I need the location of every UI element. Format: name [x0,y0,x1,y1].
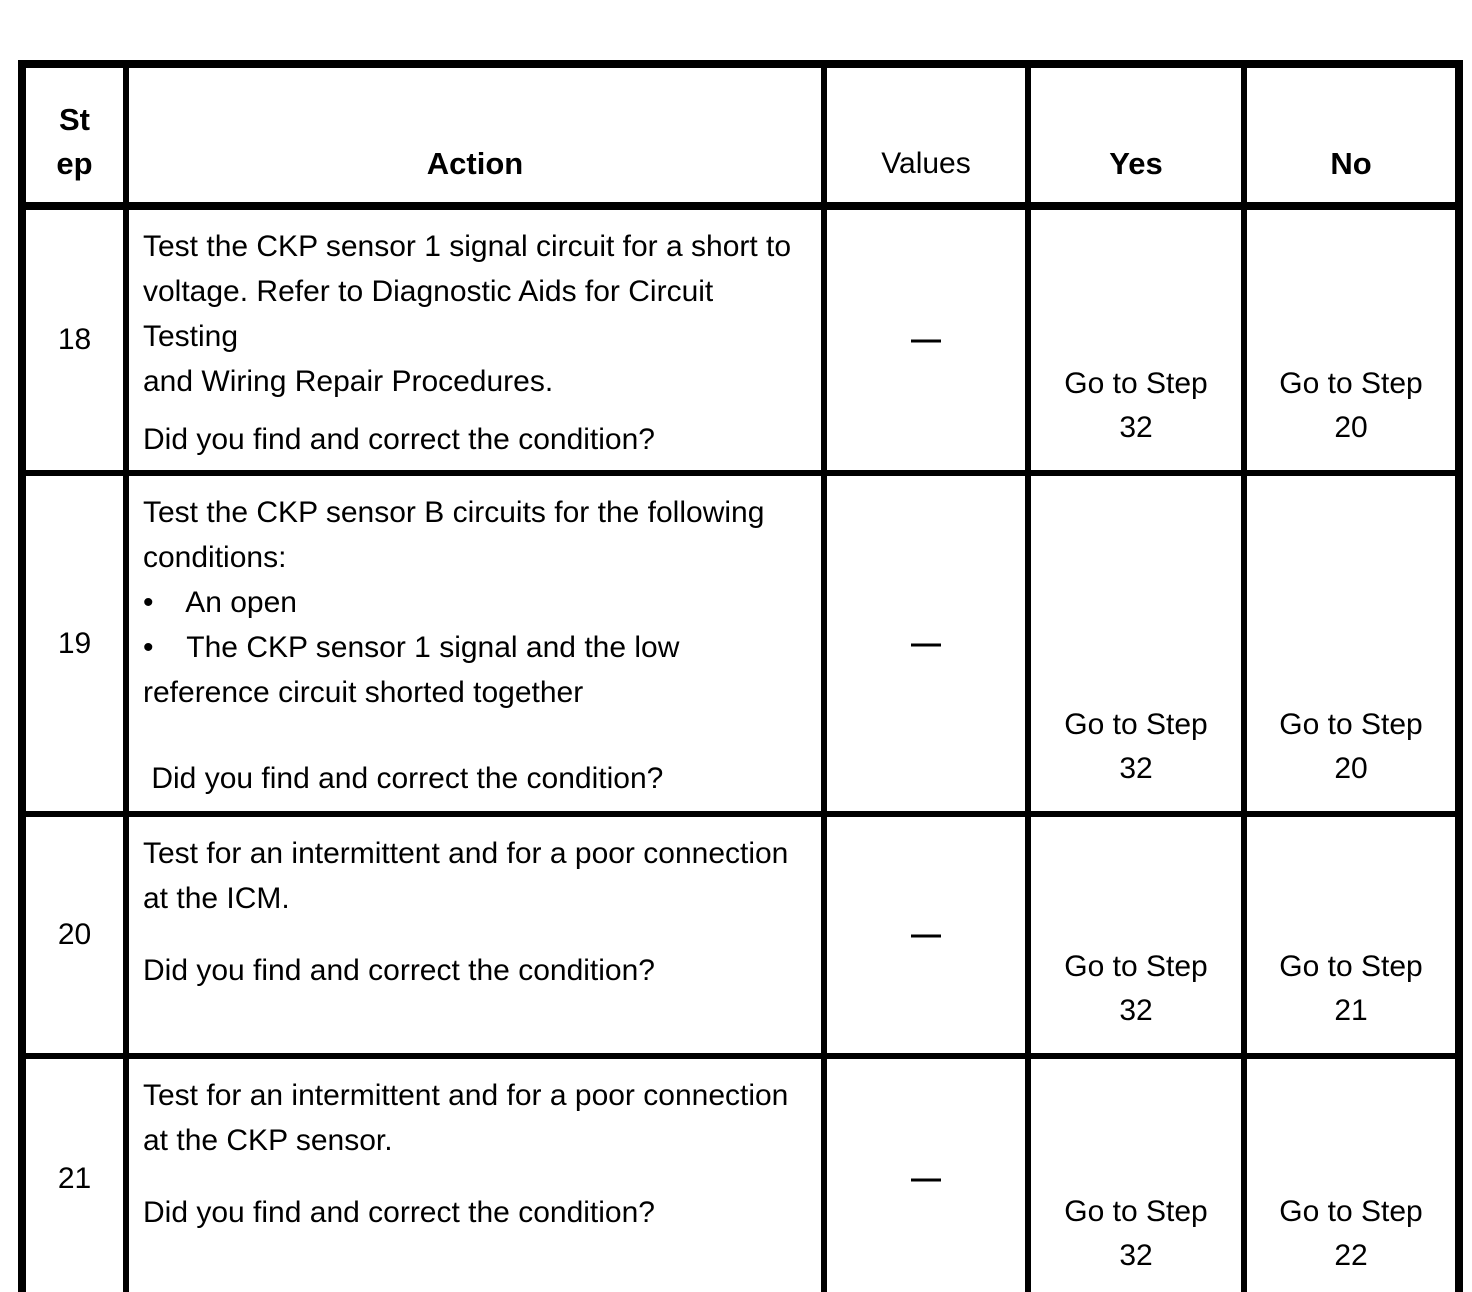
goto-step-number: 21 [1334,994,1368,1027]
yes-cell [1028,206,1244,473]
col-header-step-line2: ep [56,146,93,181]
action-line: Test for an intermittent and for a poor connection [143,1079,789,1112]
values-cell: — [824,1056,1028,1292]
action-line: Test the CKP sensor B circuits for the following [143,496,765,529]
goto-step-number: 22 [1334,1239,1368,1272]
col-header-yes: Yes [1028,64,1244,206]
question-line: Did you find and correct the condition? [143,1196,655,1229]
step-number: 21 [22,1056,126,1292]
step-number: 20 [22,814,126,1056]
no-cell [1244,1056,1459,1292]
yes-cell [1028,473,1244,814]
action-cell [126,814,824,1056]
step-number: 19 [22,473,126,814]
no-cell [1244,473,1459,814]
goto-step-number: 20 [1334,752,1368,785]
goto-step-text: Go to Step [1279,1195,1423,1228]
table-row-step-21 [22,1056,1459,1292]
col-header-step-line1: St [59,102,90,137]
col-header-values: Values [824,64,1028,206]
values-cell: — [824,814,1028,1056]
table-row-step-18 [22,206,1459,473]
action-bullet-line: • The CKP sensor 1 signal and the low [143,631,680,664]
no-cell [1244,814,1459,1056]
goto-step-text: Go to Step [1064,950,1208,983]
action-cell [126,1056,824,1292]
action-line: Test for an intermittent and for a poor connection [143,837,789,870]
diagnostic-step-table [18,60,1463,1292]
action-line: conditions: [143,541,287,574]
question-line: Did you find and correct the condition? [143,423,655,456]
question-line: Did you find and correct the condition? [143,762,664,795]
action-line: and Wiring Repair Procedures. [143,365,554,398]
values-cell: — [824,206,1028,473]
goto-step-text: Go to Step [1064,367,1208,400]
question-line: Did you find and correct the condition? [143,954,655,987]
col-header-action: Action [126,64,824,206]
yes-cell [1028,1056,1244,1292]
action-line: reference circuit shorted together [143,676,584,709]
goto-step-text: Go to Step [1064,708,1208,741]
action-cell [126,473,824,814]
yes-cell [1028,814,1244,1056]
table-row-step-19 [22,473,1459,814]
action-line: at the CKP sensor. [143,1124,393,1157]
no-cell [1244,206,1459,473]
step-number: 18 [22,206,126,473]
action-bullet-line: • An open [143,586,297,619]
col-header-no: No [1244,64,1459,206]
goto-step-text: Go to Step [1064,1195,1208,1228]
goto-step-text: Go to Step [1279,950,1423,983]
action-cell [126,206,824,473]
goto-step-number: 20 [1334,411,1368,444]
goto-step-text: Go to Step [1279,367,1423,400]
action-line: voltage. Refer to Diagnostic Aids for Circuit Testing [143,275,722,353]
action-line: at the ICM. [143,882,290,915]
goto-step-number: 32 [1119,994,1153,1027]
values-cell: — [824,473,1028,814]
table-row-step-20 [22,814,1459,1056]
action-line: Test the CKP sensor 1 signal circuit for a short to [143,230,792,263]
col-header-step [22,64,126,206]
goto-step-number: 32 [1119,1239,1153,1272]
goto-step-text: Go to Step [1279,708,1423,741]
goto-step-number: 32 [1119,411,1153,444]
header-row [22,64,1459,206]
goto-step-number: 32 [1119,752,1153,785]
